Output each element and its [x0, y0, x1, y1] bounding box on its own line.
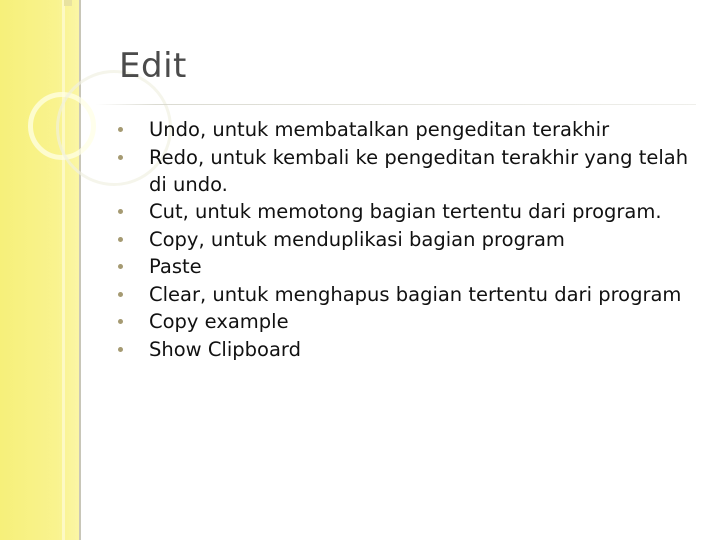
bullet-item: [118, 144, 708, 198]
band-stripe: [62, 0, 65, 540]
bullet-icon: [118, 319, 123, 324]
title-divider: [96, 104, 696, 105]
band-tick: [64, 0, 72, 6]
bullet-list: [118, 116, 708, 363]
bullet-text: Clear, untuk menghapus bagian tertentu dari program: [149, 282, 682, 306]
bullet-item: [118, 116, 708, 143]
bullet-text: Undo, untuk membatalkan pengeditan terakhir: [149, 118, 610, 141]
bullet-text: Copy example: [149, 310, 289, 333]
bullet-item: [118, 226, 708, 253]
bullet-item: [118, 281, 708, 308]
bullet-icon: [118, 209, 123, 214]
bullet-text: Show Clipboard: [149, 337, 301, 361]
bullet-item: [118, 336, 708, 363]
bullet-icon: [118, 292, 123, 297]
bullet-icon: [118, 264, 123, 269]
decorative-band: [0, 0, 80, 540]
bullet-icon: [118, 347, 123, 352]
slide-title: Edit: [119, 46, 187, 86]
bullet-icon: [118, 127, 123, 132]
bullet-icon: [118, 155, 123, 160]
bullet-icon: [118, 237, 123, 242]
bullet-text: Cut, untuk memotong bagian tertentu dari program.: [149, 200, 662, 223]
bullet-text: Paste: [149, 255, 202, 278]
bullet-item: [118, 253, 708, 280]
bullet-text: Copy, untuk menduplikasi bagian program: [149, 227, 565, 251]
bullet-item: [118, 198, 708, 225]
bullet-text: Redo, untuk kembali ke pengeditan terakhir yang telah di undo.: [149, 145, 689, 196]
bullet-item: [118, 308, 708, 335]
